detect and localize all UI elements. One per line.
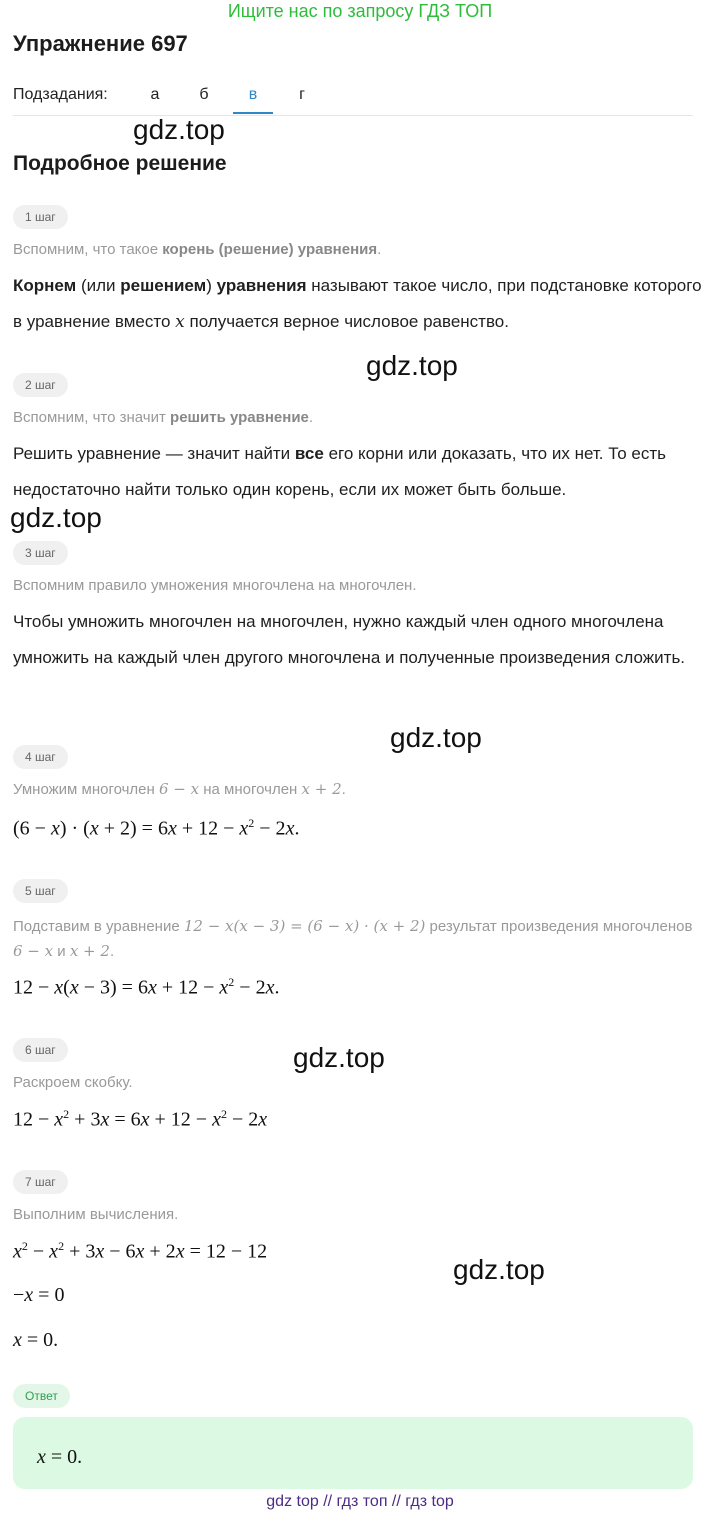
math-formula: $12 - x^2 + 3x = 6x + 12 - x^2 - 2x$ bbox=[13, 1107, 268, 1131]
step-hint: Раскроем скобку. bbox=[13, 1074, 133, 1091]
answer-badge: Ответ bbox=[13, 1384, 70, 1408]
math-formula: $x^2 - x^2 + 3x - 6x + 2x = 12 - 12$ bbox=[13, 1239, 268, 1263]
step-badge: 1 шаг bbox=[13, 205, 68, 229]
watermark: gdz.top bbox=[10, 502, 102, 533]
subtasks-label: Подзадания: bbox=[13, 86, 108, 103]
step-badge: 4 шаг bbox=[13, 745, 68, 769]
step-hint: Умножим многочлен 6 − x на многочлен x + 2. bbox=[13, 780, 346, 798]
step-hint: Выполним вычисления. bbox=[13, 1206, 179, 1223]
tabs-divider bbox=[13, 115, 693, 116]
step-hint: Вспомним правило умножения многочлена на многочлен. bbox=[13, 577, 417, 594]
watermark: gdz.top bbox=[293, 1042, 385, 1073]
step-text: Чтобы умножить многочлен на многочлен, нужно каждый член одного многочлена умножить на каждый член другого многочлена и полученные произведения сложить. bbox=[13, 612, 686, 667]
tab-v[interactable]: в bbox=[248, 86, 258, 103]
step-badge: 7 шаг bbox=[13, 1170, 68, 1194]
tab-b[interactable]: б bbox=[199, 86, 209, 103]
step-hint: Вспомним, что такое корень (решение) уравнения. bbox=[13, 241, 382, 258]
watermark: gdz.top bbox=[366, 350, 458, 381]
answer-formula: x = 0. bbox=[37, 1446, 83, 1468]
step-badge: 6 шаг bbox=[13, 1038, 68, 1062]
step-badge: 5 шаг bbox=[13, 879, 68, 903]
math-formula: x = 0. bbox=[13, 1329, 59, 1351]
step-badge: 3 шаг bbox=[13, 541, 68, 565]
answer-box bbox=[13, 1417, 693, 1489]
step-hint: Вспомним, что значит решить уравнение. bbox=[13, 409, 314, 426]
footer-links[interactable]: gdz top // гдз топ // гдз top bbox=[266, 1493, 454, 1510]
step-badge: 2 шаг bbox=[13, 373, 68, 397]
watermark: gdz.top bbox=[453, 1254, 545, 1285]
watermark: gdz.top bbox=[390, 722, 482, 753]
math-formula: $12 - x(x - 3) = 6x + 12 - x^2 - 2x$. bbox=[13, 975, 280, 999]
tab-g[interactable]: г bbox=[299, 86, 305, 103]
page-title: Упражнение 697 bbox=[13, 31, 188, 56]
math-formula: −x = 0 bbox=[13, 1284, 65, 1306]
watermark: gdz.top bbox=[133, 114, 225, 145]
active-tab-indicator bbox=[233, 112, 273, 114]
step-text: Корнем (или решением) уравнения называют такое число, при подстановке которого в уравнение вместо x получается верное числовое равенство. bbox=[13, 276, 702, 332]
step-text: Решить уравнение — значит найти все его корни или доказать, что их нет. То есть недостаточно найти только один корень, если их может быть больше. bbox=[13, 444, 667, 499]
math-formula: $(6 - x) \cdot (x + 2) = 6x + 12 - x^2 - 2x$. bbox=[13, 816, 300, 840]
section-title: Подробное решение bbox=[13, 152, 227, 175]
tab-a[interactable]: а bbox=[150, 86, 160, 103]
top-banner[interactable]: Ищите нас по запросу ГДЗ ТОП bbox=[227, 1, 493, 21]
step-hint: Подставим в уравнение 12 − x(x − 3) = (6 − x) · (x + 2) результат произведения многочленов 6 − x и x + 2. bbox=[13, 917, 693, 960]
